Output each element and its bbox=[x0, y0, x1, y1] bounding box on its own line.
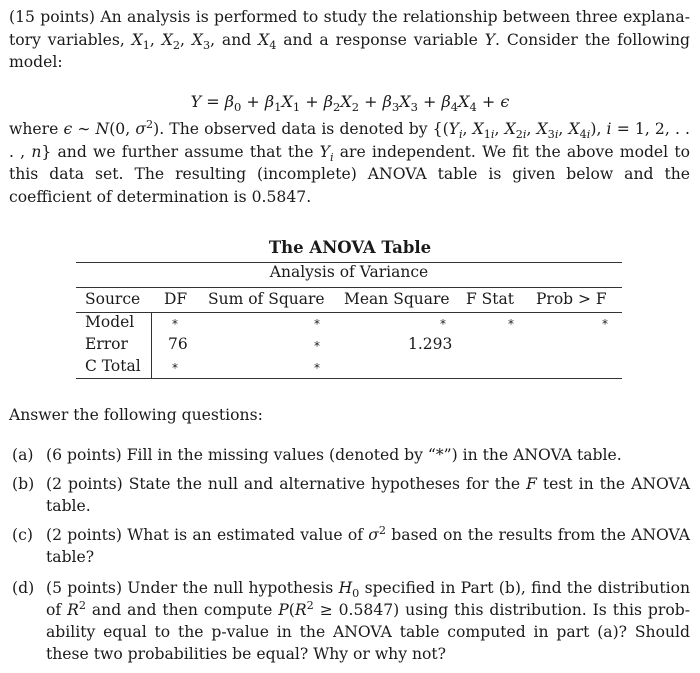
header-f-stat: F Stat bbox=[466, 290, 514, 308]
question-a-points: (6 points) bbox=[46, 446, 122, 464]
header-mean-square: Mean Square bbox=[344, 290, 450, 308]
header-df: DF bbox=[164, 290, 188, 308]
model-assumptions: where ϵ ∼ N(0, $\sigma^2$). The observed data is denoted by {($Y_i$, $X_{1i}$, $X_{2i}$, $X_{3i}$, $X_{4i}$), i = 1, 2, . . . , n} and we further assume that the $Y_i$ are independent. We fit the above model to this data set. The resulting (incomplete) ANOVA table is given below and the coefficient of determination is 0.5847. bbox=[9, 117, 691, 206]
question-d-points: (5 points) bbox=[46, 579, 123, 597]
problem-points: (15 points) bbox=[9, 8, 96, 26]
row-model-df: * bbox=[172, 317, 178, 331]
anova-table-caption: Analysis of Variance bbox=[269, 263, 429, 281]
model-equation: $Y = \beta_0 + \beta_1X_1 + \beta_2X_2 + \beta_3X_3 + \beta_4X_4 + \epsilon$ bbox=[190, 92, 510, 115]
question-c-points: (2 points) bbox=[46, 526, 123, 544]
question-a-text: Fill in the missing values (denoted by “*”) in the ANOVA table. bbox=[126, 446, 622, 464]
row-model-ss: * bbox=[314, 317, 320, 331]
problem-intro: (15 points) An analysis is performed to study the relationship between three explana- tory variables, $X_1$, $X_2$, $X_3$, and $X_4$ and a response variable Y. Consider the following model: bbox=[9, 8, 691, 71]
question-c-label: (c) bbox=[12, 526, 33, 544]
question-d: (d) (5 points) Under the null hypothesis $H_0$ specified in Part (b), find the distribution of $R^2$ and and then compute $P(R^2 \ge 0.5847)$ using this distribution. Is this prob- ability equal to the p-value in the ANOVA table computed in part (a)? Should these two probabilities be equal? Why or why not? bbox=[12, 579, 690, 663]
table-source-divider bbox=[151, 312, 152, 378]
question-b-points: (2 points) bbox=[46, 475, 123, 493]
r-squared-value: 0.5847 bbox=[251, 187, 307, 206]
question-b: (b) (2 points) State the null and alternative hypotheses for the F test in the ANOVA table. bbox=[12, 475, 690, 515]
row-model-p: * bbox=[602, 317, 608, 331]
question-b-label: (b) bbox=[12, 475, 35, 493]
header-prob-f: Prob > F bbox=[536, 290, 607, 308]
row-model-ms: * bbox=[440, 317, 446, 331]
answer-header: Answer the following questions: bbox=[9, 406, 263, 424]
table-bottom-rule bbox=[76, 378, 622, 379]
header-source: Source bbox=[85, 290, 141, 308]
header-sum-of-square: Sum of Square bbox=[208, 290, 325, 308]
question-c: (c) (2 points) What is an estimated value of $\sigma^2$ based on the results from the ANOVA table? bbox=[12, 523, 691, 566]
row-error-df: 76 bbox=[168, 335, 188, 353]
row-error-source: Error bbox=[85, 335, 128, 353]
row-error-ms: 1.293 bbox=[408, 335, 453, 353]
table-header-rule bbox=[76, 312, 622, 313]
row-ctotal-source: C Total bbox=[85, 357, 141, 375]
row-model-source: Model bbox=[85, 313, 135, 331]
row-model-f: * bbox=[508, 317, 514, 331]
question-d-label: (d) bbox=[12, 579, 35, 597]
row-error-ss: * bbox=[314, 339, 320, 353]
question-a bbox=[12, 444, 690, 466]
row-ctotal-df: * bbox=[172, 361, 178, 375]
question-a-label: (a) bbox=[12, 446, 34, 464]
table-caption-rule bbox=[76, 287, 622, 288]
anova-table-title: The ANOVA Table bbox=[268, 238, 432, 257]
row-ctotal-ss: * bbox=[314, 361, 320, 375]
